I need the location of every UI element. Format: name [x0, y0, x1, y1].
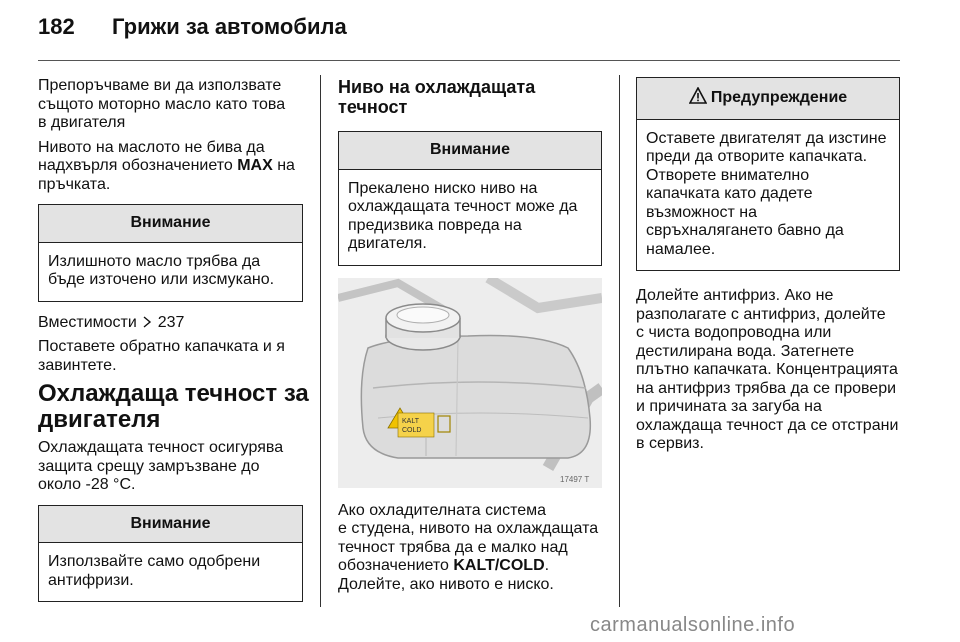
- text-line: преди да отворите капачката.: [646, 148, 868, 165]
- warning-box-title: [637, 78, 899, 120]
- text-line: намалее.: [646, 240, 716, 258]
- caution-box-coolant: [338, 131, 602, 266]
- coolant-level-caption: [338, 502, 602, 595]
- cap-instruction-paragraph: [38, 338, 303, 375]
- caution-box-title: Внимание: [39, 506, 302, 544]
- warning-box: [636, 77, 900, 271]
- heading-line: Ниво на охлаждащата: [338, 77, 536, 97]
- text-line: възможност на: [646, 203, 757, 221]
- caution-box-body: [39, 243, 302, 301]
- text-line: с чиста водопроводна или: [636, 324, 832, 341]
- text-line: охлаждаща течност да се отстрани: [636, 416, 899, 434]
- text-line: Излишното масло трябва да: [48, 252, 261, 270]
- text-line: пръчката.: [38, 175, 111, 193]
- caution-box-title: Внимание: [339, 132, 601, 170]
- text-line: завинтете.: [38, 356, 117, 374]
- column-1: [38, 77, 309, 614]
- coolant-reservoir-illustration: [338, 278, 602, 488]
- text-line: [338, 557, 602, 576]
- coolant-reservoir-figure: [338, 278, 602, 488]
- caution-box-title: Внимание: [39, 205, 302, 243]
- warning-triangle-icon: [689, 87, 707, 110]
- max-mark-label: MAX: [237, 157, 273, 174]
- section-heading-coolant-level: [338, 77, 602, 117]
- text-line: антифризи.: [48, 571, 134, 589]
- text-line: Долейте антифриз. Ако не: [636, 287, 834, 304]
- text-fragment: обозначението: [338, 557, 454, 574]
- caution-box-oil: [38, 204, 303, 302]
- text-line: предизвика повреда на: [348, 216, 522, 234]
- text-line: е студена, нивото на охлаждащата: [338, 520, 599, 537]
- text-fragment: .: [544, 557, 550, 574]
- caution-box-antifreeze: [38, 505, 303, 603]
- column-2: [338, 77, 602, 600]
- caution-box-body: [339, 170, 601, 265]
- page-title: Грижи за автомобила: [112, 14, 347, 39]
- capacity-label: Вместимости: [38, 313, 137, 331]
- text-line: Долейте, ако нивото е ниско.: [338, 575, 554, 593]
- topup-instruction-paragraph: [636, 287, 900, 454]
- heading-line: двигателя: [38, 406, 161, 433]
- oil-level-paragraph: [38, 139, 303, 195]
- oil-recommendation-paragraph: [38, 77, 303, 133]
- text-line: свръхналягането бавно да: [646, 222, 844, 239]
- text-line: Отворете внимателно: [646, 166, 810, 184]
- text-line: плътно капачката. Концентрацията: [636, 361, 898, 378]
- capacity-page-link[interactable]: 237: [157, 313, 185, 331]
- text-line: около -28 °C.: [38, 476, 136, 493]
- cold-plate-label: COLD: [402, 426, 422, 434]
- text-line: Прекалено ниско ниво на: [348, 179, 538, 197]
- text-line: същото моторно масло като това: [38, 95, 286, 113]
- watermark: carmanualsonline.info: [590, 614, 796, 636]
- text-fragment: на: [272, 157, 295, 174]
- text-line: в двигателя: [38, 114, 126, 131]
- text-line: Нивото на маслото не бива да: [38, 138, 265, 156]
- heading-line: Охлаждаща течност за: [38, 380, 309, 407]
- text-line: охлаждащата течност може да: [348, 198, 578, 215]
- kalt-plate-label: KALT: [402, 417, 419, 425]
- page-ref-arrow-icon: [141, 314, 153, 331]
- text-line: капачката като дадете: [646, 185, 813, 202]
- text-line: [38, 157, 303, 176]
- text-line: течност трябва да е малко над: [338, 538, 568, 556]
- text-fragment: надхвърля обозначението: [38, 157, 238, 174]
- text-line: двигателя.: [348, 235, 427, 252]
- heading-line: течност: [338, 97, 408, 117]
- warning-box-body: [637, 120, 899, 271]
- section-heading-engine-coolant: [38, 380, 309, 433]
- text-line: Охлаждащата течност осигурява: [38, 439, 284, 456]
- text-line: Поставете обратно капачката и я: [38, 338, 285, 355]
- text-line: дестилирана вода. Затегнете: [636, 342, 855, 360]
- text-line: бъде източено или изсмукано.: [48, 271, 275, 288]
- column-divider-2: [619, 75, 620, 607]
- text-line: разполагате с антифриз, долейте: [636, 305, 886, 323]
- text-line: Ако охладителната система: [338, 501, 547, 519]
- text-line: защита срещу замръзване до: [38, 457, 260, 475]
- column-3: [636, 77, 900, 460]
- text-line: в сервиз.: [636, 435, 704, 452]
- kalt-cold-mark-label: KALT/COLD: [453, 557, 545, 574]
- figure-number: 17497 T: [560, 474, 590, 484]
- text-line: Препоръчваме ви да използвате: [38, 77, 282, 94]
- capacity-reference: [38, 314, 303, 333]
- text-line: на антифриз трябва да се провери: [636, 379, 897, 397]
- header-divider: [38, 60, 900, 61]
- text-line: и причината за загуба на: [636, 398, 822, 415]
- caution-box-body: [39, 543, 302, 601]
- page-number: 182: [38, 14, 75, 39]
- text-line: Използвайте само одобрени: [48, 553, 261, 570]
- column-divider-1: [320, 75, 321, 607]
- text-line: Оставете двигателят да изстине: [646, 129, 887, 147]
- coolant-protection-paragraph: [38, 439, 303, 495]
- warning-title-text: Предупреждение: [710, 89, 848, 106]
